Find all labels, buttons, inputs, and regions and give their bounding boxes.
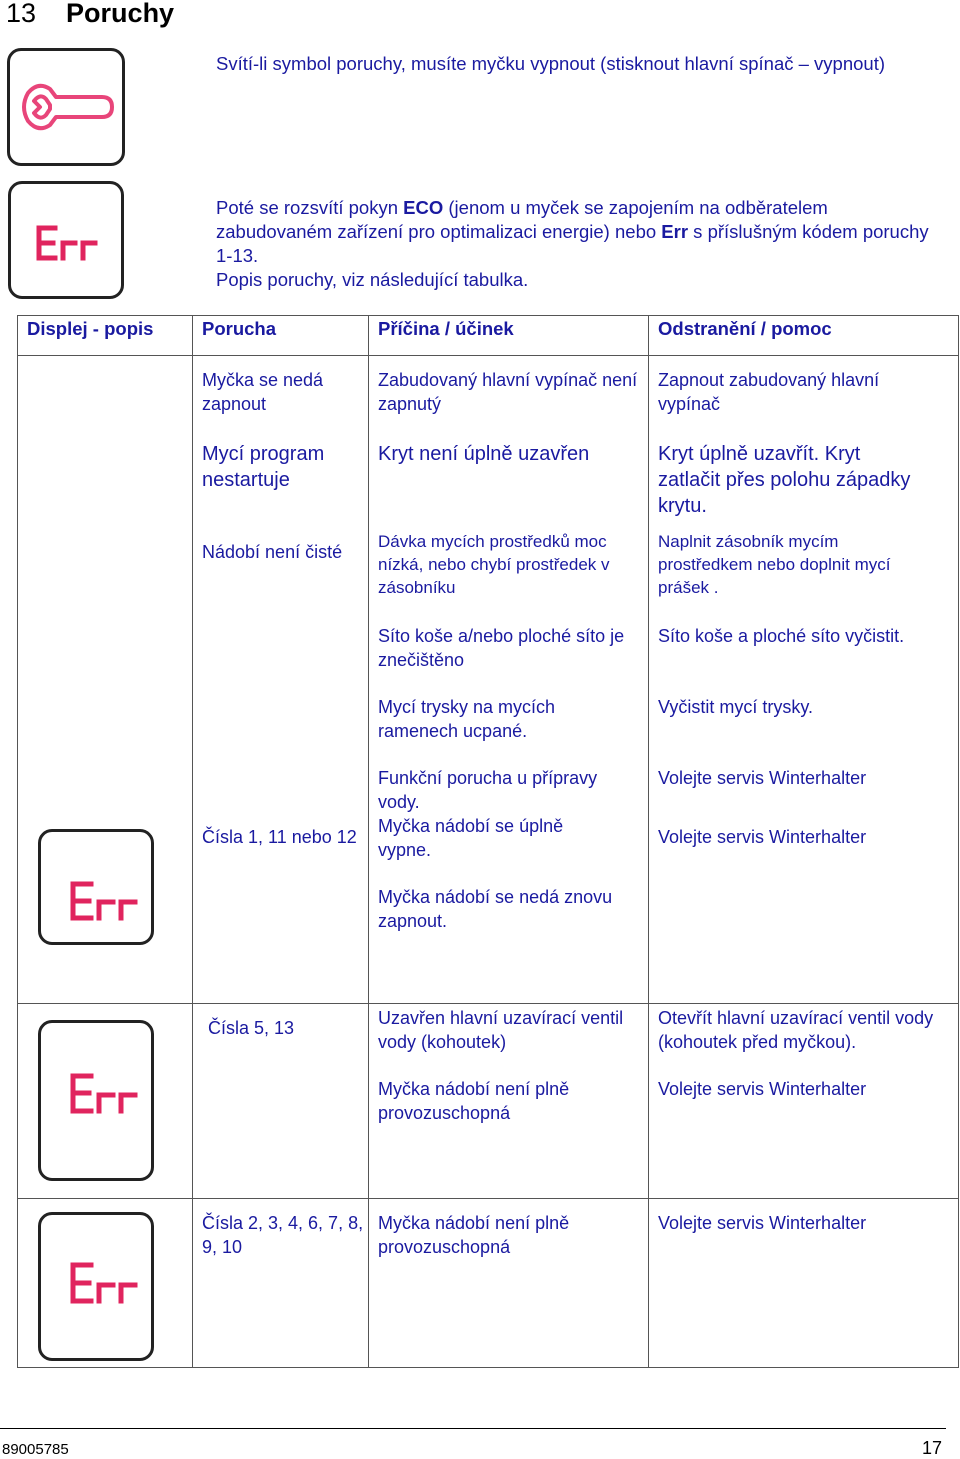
section-number: 13	[6, 0, 37, 28]
err-display-icon	[41, 832, 151, 942]
err-display-icon	[41, 1215, 151, 1358]
row2-fault: Mycí program nestartuje	[202, 443, 325, 491]
row7-fault: Čísla 5, 13	[208, 1018, 295, 1038]
eco-label: ECO	[403, 197, 444, 218]
row2-cause: Kryt není úplně uzavřen	[378, 443, 590, 465]
row8-cause: Myčka nádobí není plně provozuschopná	[378, 1213, 570, 1257]
err-display-icon-box	[8, 181, 124, 299]
footer-rule	[0, 1428, 946, 1429]
row6-remedy-2: Volejte servis Winterhalter	[658, 827, 867, 847]
row2-remedy: Kryt úplně uzavřít. Kryt zatlačit přes polohu západky krytu.	[658, 443, 911, 517]
header-remedy: Odstranění / pomoc	[658, 318, 832, 339]
row5-remedy: Vyčistit mycí trysky.	[658, 697, 813, 717]
err-display-icon-box	[38, 829, 154, 945]
row6-remedy-1: Volejte servis Winterhalter	[658, 768, 867, 788]
row7-remedy-2: Volejte servis Winterhalter	[658, 1079, 867, 1099]
header-fault: Porucha	[202, 318, 277, 339]
err-display-icon	[11, 184, 121, 296]
intro-paragraph-2: Poté se rozsvítí pokyn ECO (jenom u myček se zapojením na odběratelem zabudovaném zařízení pro optimalizaci energie) nebo Err s příslušným kódem poruchy 1-13.	[216, 197, 929, 266]
err-label: Err	[661, 221, 689, 242]
row6-cause-2: Myčka nádobí se úplně vypne.	[378, 816, 564, 860]
err-display-icon	[41, 1023, 151, 1178]
page-heading	[6, 0, 174, 29]
row6-cause-1: Funkční porucha u přípravy vody.	[378, 768, 598, 812]
wrench-icon-box	[7, 48, 125, 166]
intro-paragraph-1: Svítí-li symbol poruchy, musíte myčku vypnout (stisknout hlavní spínač – vypnout)	[216, 53, 886, 74]
row3-fault: Nádobí není čisté	[202, 542, 343, 562]
row8-remedy: Volejte servis Winterhalter	[658, 1213, 867, 1233]
row4-remedy: Síto koše a ploché síto vyčistit.	[658, 626, 905, 646]
row7-cause-2: Myčka nádobí není plně provozuschopná	[378, 1079, 570, 1123]
row1-fault: Myčka se nedá zapnout	[202, 370, 324, 414]
err-display-icon-box	[38, 1020, 154, 1181]
row5-cause: Mycí trysky na mycích ramenech ucpané.	[378, 697, 556, 741]
row6-cause-3: Myčka nádobí se nedá znovu zapnout.	[378, 887, 613, 931]
document-number: 89005785	[2, 1441, 69, 1458]
row1-remedy: Zapnout zabudovaný hlavní vypínač	[658, 370, 880, 414]
row3-cause: Dávka mycích prostředků moc nízká, nebo chybí prostředek v zásobníku	[378, 532, 610, 597]
header-display: Displej - popis	[27, 318, 154, 339]
row3-remedy: Naplnit zásobník mycím prostředkem nebo doplnit mycí prášek .	[658, 532, 891, 597]
err-display-icon-box	[38, 1212, 154, 1361]
row4-cause: Síto koše a/nebo ploché síto je znečištěno	[378, 626, 625, 670]
wrench-icon	[10, 51, 122, 163]
header-cause: Příčina / účinek	[378, 318, 514, 339]
row1-cause: Zabudovaný hlavní vypínač není zapnutý	[378, 370, 638, 414]
intro-paragraph-3: Popis poruchy, viz následující tabulka.	[216, 269, 529, 290]
section-title: Poruchy	[66, 0, 175, 28]
row7-cause-1: Uzavřen hlavní uzavírací ventil vody (kohoutek)	[378, 1008, 624, 1052]
row8-fault: Čísla 2, 3, 4, 6, 7, 8, 9, 10	[202, 1213, 364, 1257]
row7-remedy-1: Otevřít hlavní uzavírací ventil vody (kohoutek před myčkou).	[658, 1008, 934, 1052]
page-number: 17	[922, 1438, 943, 1458]
row6-fault: Čísla 1, 11 nebo 12	[202, 827, 357, 847]
